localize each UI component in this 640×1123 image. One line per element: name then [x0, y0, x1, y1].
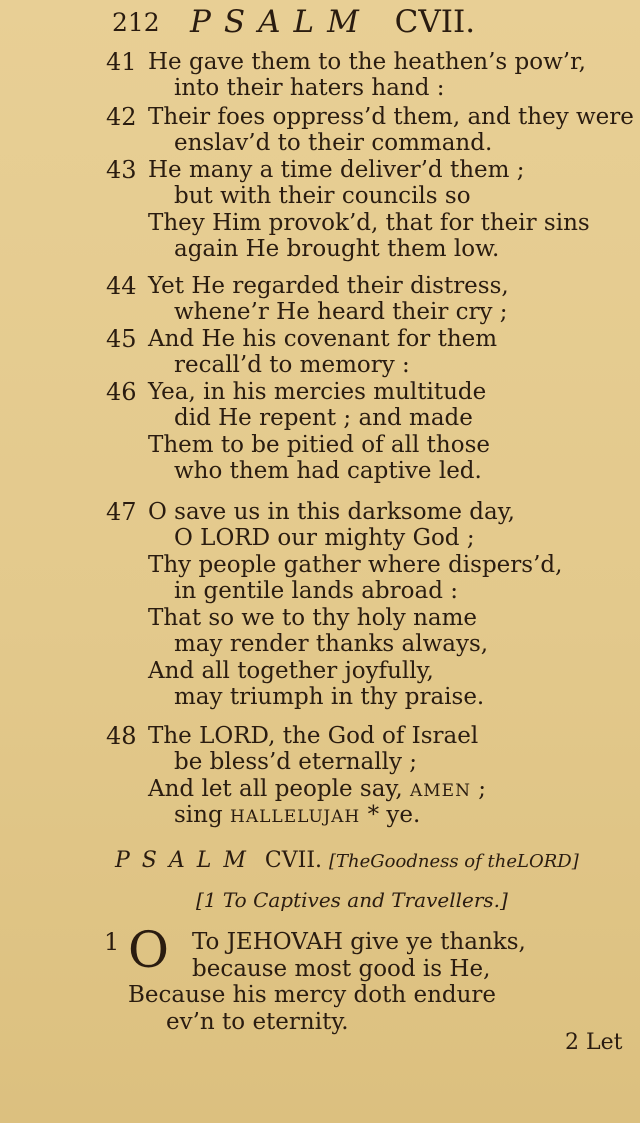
verse-number: 1 — [104, 928, 120, 956]
verse-line: O save us in this darksome day, — [148, 499, 515, 525]
psalm-heading: PSALM CVII. [TheGoodness of theLORD] — [115, 848, 579, 873]
running-head: PSALM CVII. — [190, 4, 476, 40]
verse-number: 41 — [106, 48, 137, 76]
verse-line: Because his mercy doth endure — [128, 982, 497, 1008]
drop-cap: O — [128, 921, 169, 979]
verse-line: Yet He regarded their distress, — [148, 273, 509, 299]
verse-line: enslav’d to their command. — [174, 130, 493, 156]
psalm-subtitle: [1 To Captives and Travellers.] — [196, 888, 508, 912]
verse-line: That so we to thy holy name — [148, 605, 478, 631]
verse-line: He many a time deliver’d them ; — [148, 157, 525, 183]
verse-line: Their foes oppress’d them, and they were — [148, 104, 634, 130]
verse-line: into their haters hand : — [174, 75, 445, 101]
verse-line: To JEHOVAH give ye thanks, — [192, 929, 526, 955]
verse-line: And He his covenant for them — [148, 326, 498, 352]
verse-line: And all together joyfully, — [148, 658, 434, 684]
verse-line: recall’d to memory : — [174, 352, 410, 378]
verse-line: again He brought them low. — [174, 236, 500, 262]
hallelujah-smallcaps: HALLELUJAH — [230, 807, 361, 827]
catchword: 2 Let — [565, 1030, 623, 1055]
verse-line: may triumph in thy praise. — [174, 684, 485, 710]
amen-smallcaps: AMEN — [409, 781, 471, 801]
verse-line: Thy people gather where dispers’d, — [148, 552, 563, 578]
verse-number: 43 — [106, 156, 137, 184]
verse-line: They Him provok’d, that for their sins — [148, 210, 590, 236]
verse-line: Them to be pitied of all those — [148, 432, 490, 458]
verse-line: Yea, in his mercies multitude — [148, 379, 487, 405]
verse-line: who them had captive led. — [174, 458, 482, 484]
verse-line: may render thanks always, — [174, 631, 489, 657]
page-number: 212 — [112, 8, 160, 37]
verse-number: 42 — [106, 103, 137, 131]
verse-line: And let all people say, AMEN ; — [148, 776, 487, 802]
verse-line: O LORD our mighty God ; — [174, 525, 475, 551]
verse-line: ev’n to eternity. — [166, 1009, 349, 1035]
verse-line: sing HALLELUJAH * ye. — [174, 802, 421, 828]
verse-line: be bless’d eternally ; — [174, 749, 418, 775]
verse-line: but with their councils so — [174, 183, 471, 209]
page-header — [112, 4, 552, 48]
verse-line: did He repent ; and made — [174, 405, 473, 431]
verse-line: because most good is He, — [192, 956, 491, 982]
verse-number: 46 — [106, 378, 137, 406]
verse-number: 45 — [106, 325, 137, 353]
verse-number: 47 — [106, 498, 137, 526]
verse-line: He gave them to the heathen’s pow’r, — [148, 49, 586, 75]
verse-number: 48 — [106, 722, 137, 750]
verse-number: 44 — [106, 272, 137, 300]
verse-line: whene’r He heard their cry ; — [174, 299, 508, 325]
verse-line: in gentile lands abroad : — [174, 578, 458, 604]
verse-line: The LORD, the God of Israel — [148, 723, 479, 749]
